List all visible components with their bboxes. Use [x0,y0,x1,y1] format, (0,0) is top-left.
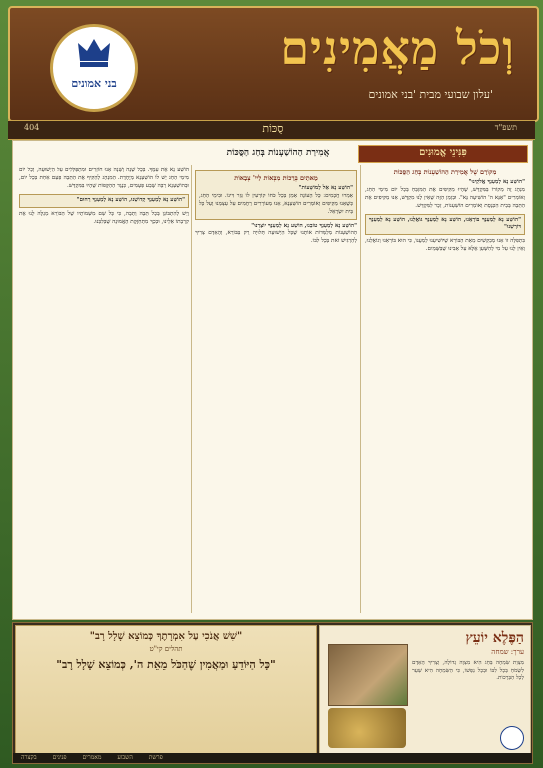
footer-item: מאמרים [82,754,102,761]
body-text: וְיֵשׁ לְהִתְבּוֹנֵן בְּכָל תֵּבָה וְתֵבָה, כִּי כָּל שֵׁם מִשְּׁמוֹתָיו שֶׁל הַבּוֹרֵא מְגַלֶּה לָנוּ אֶת קִרְבָתוֹ אֵלֵינוּ, וּבְכָךְ מִתְחַזֶּקֶת הָאֱמוּנָה שֶׁבְּלִבֵּנוּ. [19,210,189,225]
column-left [19,167,189,613]
footer-item: פרשת השבוע [117,754,163,761]
column-heading: מָאתַיִם בְּרָכוֹת מִבְּאוֹת לַיי' צְבָאוֹת [234,174,318,182]
footer-item: בקצרה [21,754,37,761]
logo-text: בני אמונים [71,77,117,90]
parasha-label: סֻכּוֹת [262,122,284,135]
body-text: הוֹשַׁע נָא אֶת עַמֶּךָ. בְּכָל שָׁנָה וְשָׁנָה אָנוּ חוֹזְרִים וּמִתְפַּלְּלִים עַל הַיְשׁוּעָה, וְכָל יוֹם מִימֵי הַחַג יֵשׁ לוֹ הוֹשַׁעְנָא מְיֻחֶדֶת. הַמִּנְהָג לְהַקִּיף אֶת הַתֵּבָה פַּעַם אַחַת בְּכָל יוֹם, וּבְהוֹשַׁעְנָא רַבָּה שֶׁבַע פְּעָמִים, כְּנֶגֶד הַהַקָּפוֹת שֶׁהָיוּ בַּמִּקְדָּשׁ. [19,167,189,189]
scroll-source: תהלים קי"ט [149,645,183,653]
footer-items [21,754,163,761]
body-text: בִּתְפִלָּה זוֹ אָנוּ מְבַקְּשִׁים מֵאֵת הַבּוֹרֵא שֶׁיּוֹשִׁיעֵנוּ לְמַעֲנוֹ, כִּי הוּא בּוֹרְאֵנוּ וְגוֹאֲלֵנוּ, וְאֵין לָנוּ עַל מִי לְהִשָּׁעֵן אֶלָּא עַל אָבִינוּ שֶׁבַּשָּׁמַיִם. [365,238,525,253]
section-banner-text: פִּנִּינֵי אֱמוּנִים [419,147,467,158]
scroll-body: "כָּל הַיּוֹדֵעַ וּמַאֲמִין שֶׁהַכֹּל מֵאֵת ה', כְּמוֹצֵא שָׁלָל רָב" [56,658,276,671]
column-divider [191,165,192,613]
column-right [365,167,525,613]
quote-text: "הוֹשַׁע נָא אֵל לְמוֹשָׁעוֹת" [298,184,353,191]
pela-yoetz-panel [319,625,531,755]
footer-bar [13,753,532,763]
issue-number: 404 [24,123,40,132]
panel-body: מִצְוַת שִׂמְחָה בַּחַג הִיא מִצְוָה גְדוֹלָה, וְצָרִיךְ הָאָדָם לִשְׂמֹחַ בְּכָל לִבּוֹ וּבְכָל נַפְשׁוֹ, כִּי הַשִּׂמְחָה הִיא שַׁעַר לְכָל הַבְּרָכוֹת. [412,660,524,681]
body-text: אָמְרוּ חֲכָמִים: כָּל הָעוֹנֶה אָמֵן בְּכָל כֹּחוֹ קוֹרְעִין לוֹ גְּזַר דִּינוֹ. וּבִימֵי הַחַג, כְּשֶׁאָנוּ מַקִּיפִים וְאוֹמְרִים הוֹשַׁעְנָא, אָנוּ מְעוֹרְרִים רַחֲמִים עַל עַצְמֵנוּ וְעַל כָּל בֵּית יִשְׂרָאֵל. [199,192,353,215]
issue-strip [8,120,535,140]
panel-subtitle: ערך: שמחה [491,648,524,656]
quote-box: "הוֹשַׁע נָא לְמַעַנְךָ בּוֹרְאֵנוּ, הוֹשַׁע נָא לְמַעַנְךָ גּוֹאֲלֵנוּ, הוֹשַׁע נָא לְמַעַנְךָ דּוֹרְשֵׁנוּ" [365,214,525,236]
body-text: הַהוֹשַׁעְנוֹת מְלַמְּדוֹת אוֹתָנוּ שֶׁכָּל הַיְשׁוּעָה תְּלוּיָה רַק בַּבּוֹרֵא, וְהָאָדָם צָרִיךְ לְהַרְגִּישׁ זֹאת בְּכָל לִבּוֹ. [195,230,357,245]
scroll-title: "שִׁשׁ אֲנֹכִי עַל אִמְרָתֶךָ כְּמוֹצֵא שָׁלָל רָב" [89,631,243,642]
column-heading: מִקּוֹרָם שֶׁל אֲמִירַת הַהוֹשַׁעְנוֹת בְּחַג הַסֻּכּוֹת [393,168,497,176]
crown-icon [76,35,112,69]
issue-year: תשפ"ד [494,123,517,132]
quote-text: "הוֹשַׁע נָא לְמַעַנְךָ אֱלֹקֵינוּ" [468,178,525,185]
column-divider [360,165,361,613]
coins-photo [328,708,406,748]
bottom-section [12,622,533,764]
quote-text: "הוֹשַׁע נָא לְמַעַנְךָ טוֹבֵנוּ, הוֹשַׁע נָא לְמַעַנְךָ יוֹצְרֵנוּ" [251,222,357,229]
mini-logo-icon [500,726,524,750]
article-heading: אֲמִירַת הַהוֹשַׁעְנוֹת בְּחַג הַסֻּכּוֹת [226,148,330,158]
publisher-logo [50,24,138,112]
window-photo [328,644,408,706]
panel-title: הַפֶּלֶא יוֹעֵץ [465,630,524,646]
masthead [8,6,539,122]
section-banner [358,145,528,163]
main-article [12,140,533,620]
quote-scroll [15,625,317,755]
publication-subtitle: עלון שבועי מבית 'בני אמונים' [368,88,493,101]
footer-item: פנינים [52,754,67,761]
quote-box: "הוֹשַׁע נָא לְמַעַנְךָ קְדוֹשֵׁנוּ, הוֹשַׁע נָא לְמַעַנְךָ רַחוּם" [19,194,189,208]
column-middle [195,167,357,613]
sidebar-box [195,170,357,220]
publication-title: וְכֹל מַאֲמִינִים [280,21,515,75]
body-text: מִנְהָג זֶה מְקוֹרוֹ בַּמִּקְדָּשׁ, שֶׁהָיוּ מַקִּיפִים אֶת הַמִּזְבֵּחַ בְּכָל יוֹם מִימֵי הַחַג, וְאוֹמְרִים "אָנָּא ה' הוֹשִׁיעָה נָּא". וּבְזְמַן הַזֶּה שֶׁאֵין לָנוּ מִקְדָּשׁ, אָנוּ מַקִּיפִים אֶת הַתֵּבָה בְּבֵית הַכְּנֶסֶת וְאוֹמְרִים הוֹשַׁעְנוֹת, זֵכֶר לַמִּקְדָּשׁ. [365,186,525,209]
